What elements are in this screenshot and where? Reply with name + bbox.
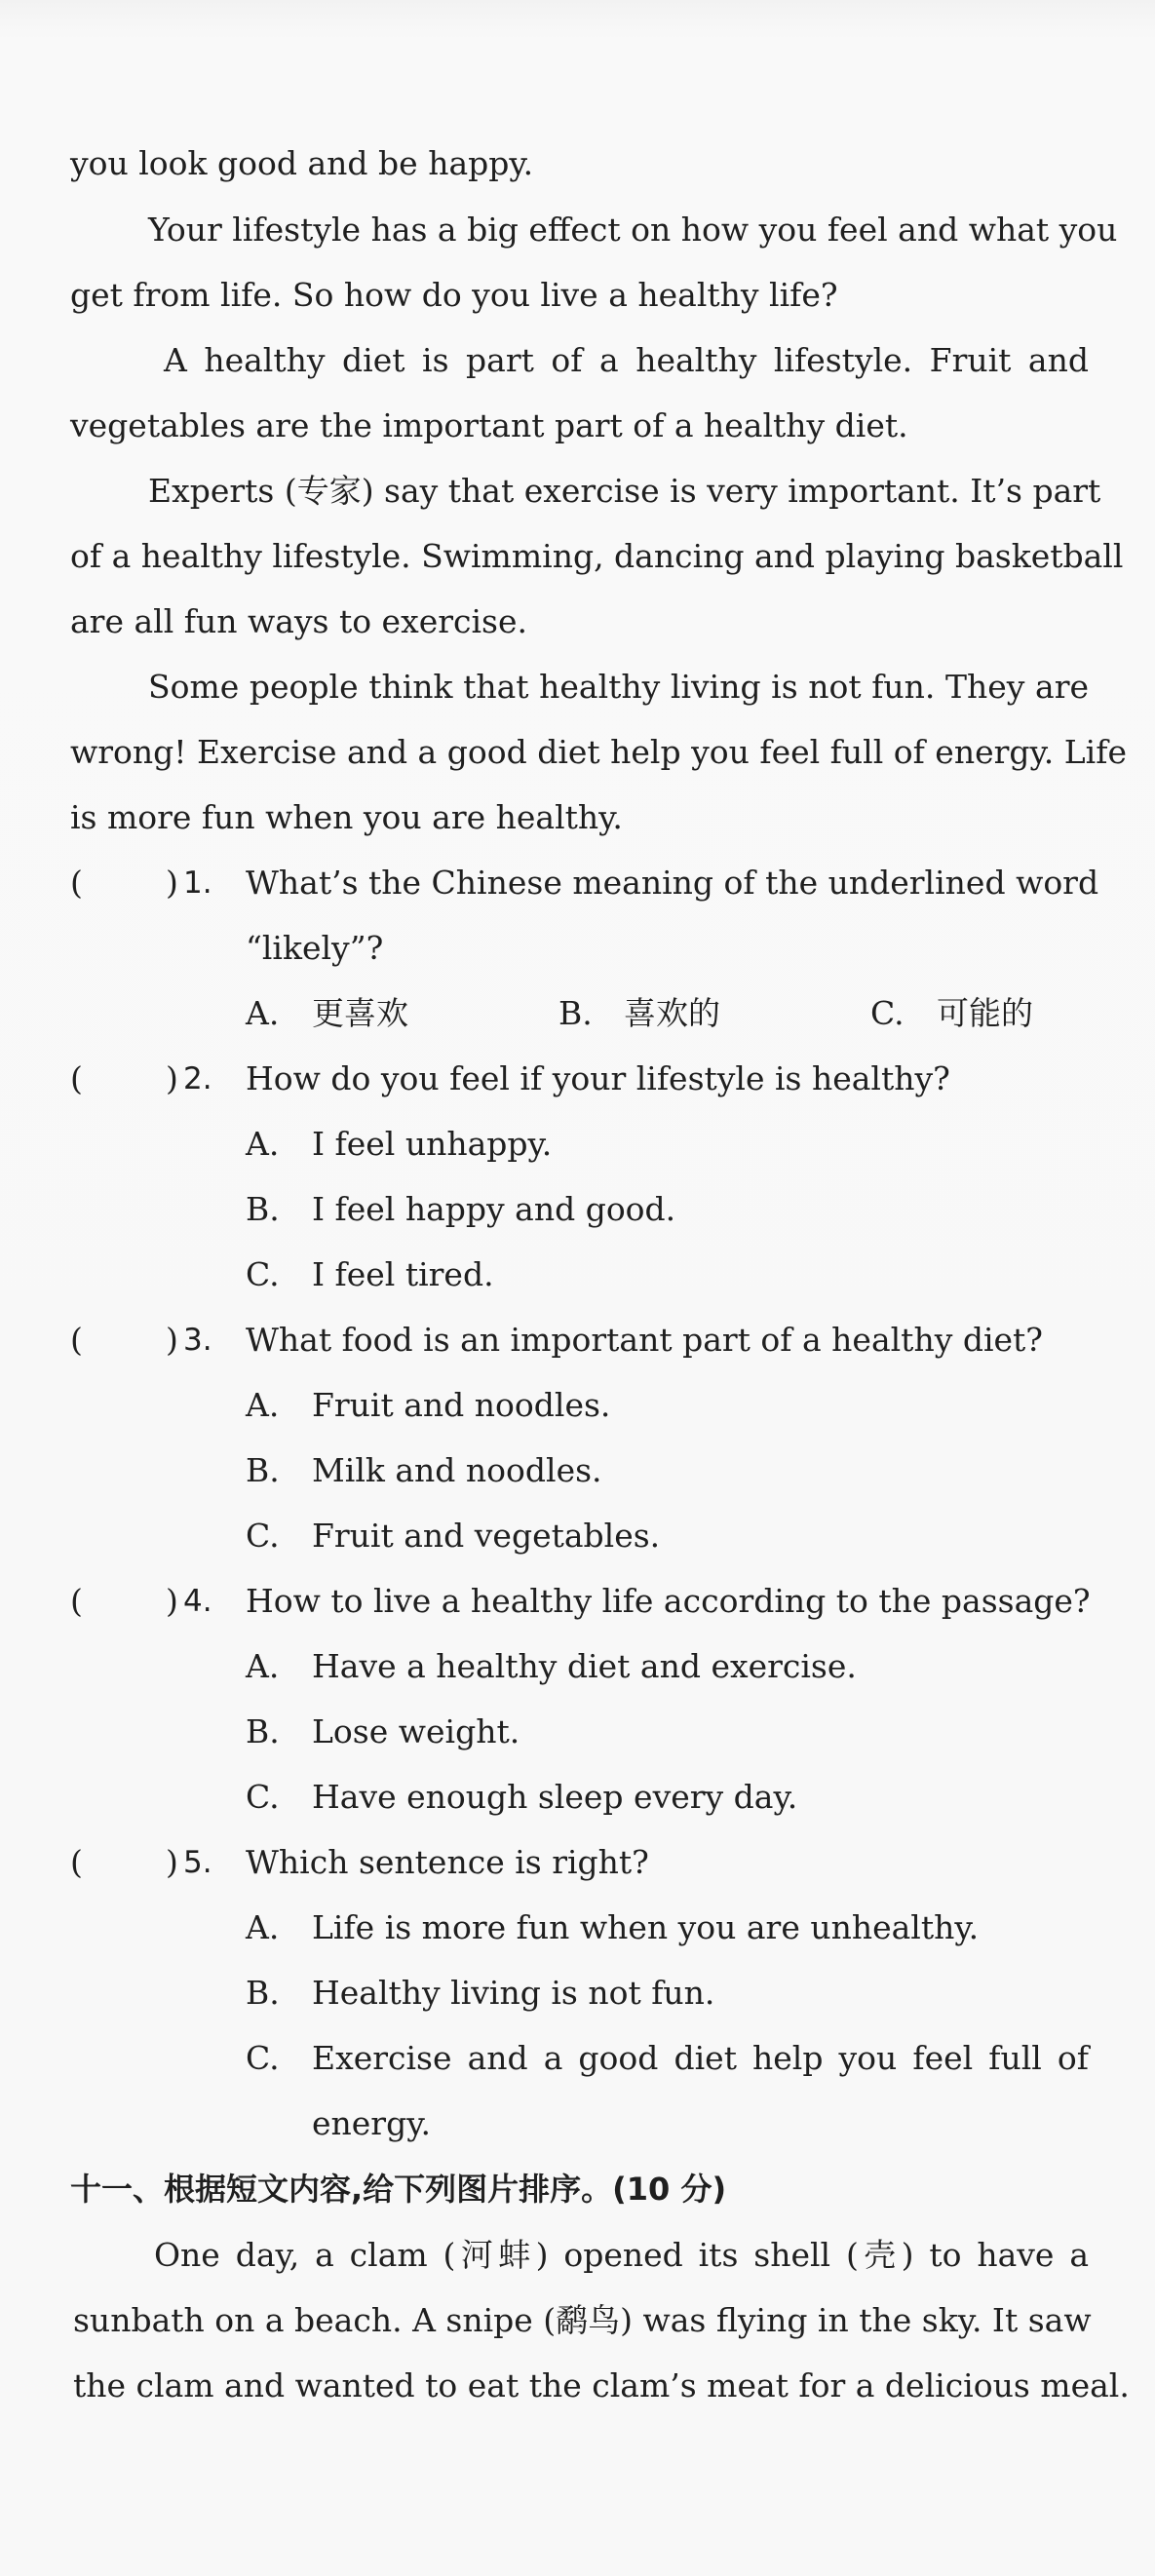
option-text-continued: energy.	[312, 2104, 431, 2142]
answer-bracket-open[interactable]: (	[70, 1582, 83, 1620]
passage-line: wrong! Exercise and a good diet help you feel full of energy. Life	[70, 733, 1127, 771]
option-text: Milk and noodles.	[312, 1451, 602, 1489]
section-passage-line: the clam and wanted to eat the clam’s meat for a delicious meal.	[73, 2366, 1130, 2404]
option-letter: C.	[246, 1778, 280, 1816]
option-text: 更喜欢	[312, 994, 408, 1032]
answer-bracket-open[interactable]: (	[70, 1059, 83, 1097]
option-text: I feel tired.	[312, 1255, 494, 1293]
option-letter: A.	[246, 1908, 280, 1946]
option-text: Fruit and vegetables.	[312, 1517, 661, 1555]
passage-line: is more fun when you are healthy.	[70, 798, 623, 836]
option-text: 可能的	[937, 994, 1033, 1032]
option-letter: B.	[246, 1190, 280, 1228]
option-letter: A.	[246, 994, 280, 1032]
answer-bracket-open[interactable]: (	[70, 1321, 83, 1359]
option-text: I feel happy and good.	[312, 1190, 676, 1228]
question-text-continued: “likely”?	[246, 929, 384, 967]
passage-line: Experts (专家) say that exercise is very important. It’s part	[148, 472, 1101, 510]
answer-bracket-close[interactable]: )	[166, 864, 178, 902]
option-letter: B.	[246, 1974, 280, 2012]
question-text: What food is an important part of a healthy diet?	[246, 1321, 1043, 1359]
passage-line: Some people think that healthy living is not fun. They are	[148, 668, 1089, 706]
question-text: What’s the Chinese meaning of the underlined word	[246, 864, 1099, 902]
option-text: 喜欢的	[624, 994, 720, 1032]
option-text: Healthy living is not fun.	[312, 1974, 715, 2012]
section-passage-line: sunbath on a beach. A snipe (鹬鸟) was flying in the sky. It saw	[73, 2301, 1092, 2339]
passage-line: get from life. So how do you live a healthy life?	[70, 276, 838, 314]
answer-bracket-close[interactable]: )	[166, 1321, 178, 1359]
question-number: 2.	[183, 1061, 212, 1096]
option-letter: B.	[246, 1712, 280, 1750]
passage-line: of a healthy lifestyle. Swimming, dancing and playing basketball	[70, 537, 1124, 575]
answer-bracket-open[interactable]: (	[70, 864, 83, 902]
passage-line: vegetables are the important part of a healthy diet.	[70, 406, 908, 444]
question-number: 4.	[183, 1584, 212, 1619]
option-letter: B.	[558, 994, 593, 1032]
option-letter: B.	[246, 1451, 280, 1489]
section-passage-line: One day, a clam (河蚌) opened its shell (壳) to have a	[154, 2236, 1089, 2274]
option-text: Have enough sleep every day.	[312, 1778, 798, 1816]
passage-line: A healthy diet is part of a healthy lifestyle. Fruit and	[164, 341, 1089, 379]
question-text: How do you feel if your lifestyle is healthy?	[246, 1059, 950, 1097]
option-letter: C.	[246, 1255, 280, 1293]
passage-line: are all fun ways to exercise.	[70, 602, 527, 640]
answer-bracket-close[interactable]: )	[166, 1582, 178, 1620]
question-text: Which sentence is right?	[246, 1843, 649, 1881]
option-text: Have a healthy diet and exercise.	[312, 1647, 857, 1685]
question-number: 3.	[183, 1323, 212, 1358]
answer-bracket-close[interactable]: )	[166, 1059, 178, 1097]
option-text: I feel unhappy.	[312, 1125, 553, 1163]
option-letter: C.	[246, 2039, 280, 2077]
option-text: Exercise and a good diet help you feel full of	[312, 2039, 1089, 2077]
answer-bracket-close[interactable]: )	[166, 1843, 178, 1881]
option-text: Lose weight.	[312, 1712, 520, 1750]
option-text: Life is more fun when you are unhealthy.	[312, 1908, 980, 1946]
question-number: 1.	[183, 865, 212, 901]
passage-line: Your lifestyle has a big effect on how you feel and what you	[148, 211, 1118, 249]
question-number: 5.	[183, 1845, 212, 1880]
answer-bracket-open[interactable]: (	[70, 1843, 83, 1881]
passage-line: you look good and be happy.	[70, 144, 534, 182]
option-letter: C.	[870, 994, 905, 1032]
option-letter: A.	[246, 1125, 280, 1163]
option-letter: A.	[246, 1647, 280, 1685]
question-text: How to live a healthy life according to the passage?	[246, 1582, 1091, 1620]
option-text: Fruit and noodles.	[312, 1386, 611, 1424]
option-letter: A.	[246, 1386, 280, 1424]
section-heading: 十一、根据短文内容,给下列图片排序。(10 分)	[70, 2171, 727, 2208]
option-letter: C.	[246, 1517, 280, 1555]
